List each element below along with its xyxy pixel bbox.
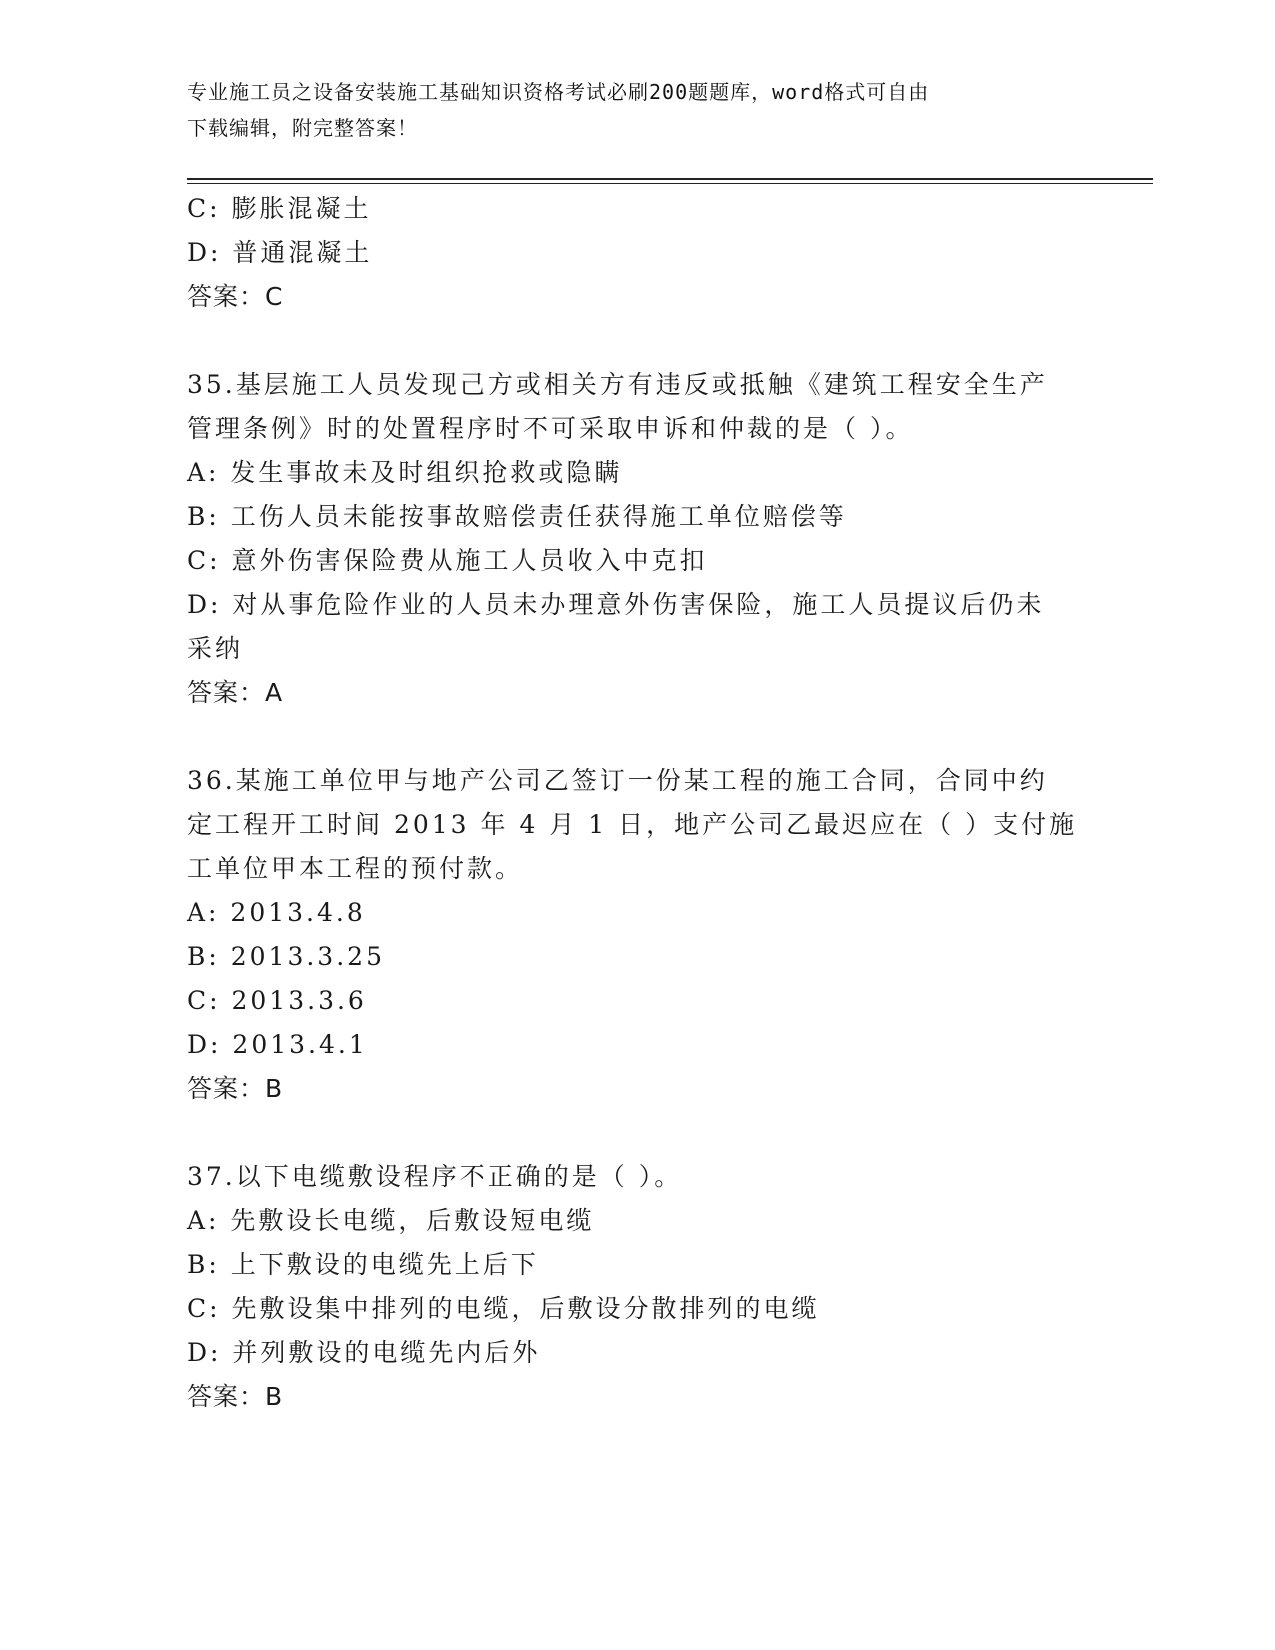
q35-option-b: B: 工伤人员未能按事故赔偿责任获得施工单位赔偿等 (187, 502, 847, 531)
q36-option-d: D: 2013.4.1 (187, 1030, 368, 1059)
q34-answer: 答案：C (187, 282, 284, 311)
q36-stem-line-1: 36.某施工单位甲与地产公司乙签订一份某工程的施工合同，合同中约 (187, 766, 1048, 795)
q37-option-d: D: 并列敷设的电缆先内后外 (187, 1338, 541, 1367)
document-header (187, 74, 1067, 146)
q37-option-b: B: 上下敷设的电缆先上后下 (187, 1250, 539, 1279)
q37-option-a: A: 先敷设长电缆，后敷设短电缆 (187, 1206, 595, 1235)
q36-option-b: B: 2013.3.25 (187, 942, 385, 971)
q34-option-d: D: 普通混凝土 (187, 238, 373, 267)
q37-option-c: C: 先敷设集中排列的电缆，后敷设分散排列的电缆 (187, 1294, 820, 1323)
q35-stem-line-1: 35.基层施工人员发现己方或相关方有违反或抵触《建筑工程安全生产 (187, 370, 1048, 399)
q35-stem-line-2: 管理条例》时的处置程序时不可采取申诉和仲裁的是（ ）。 (187, 414, 914, 443)
header-divider-thin (187, 183, 1153, 184)
header-line-2: 下载编辑，附完整答案！ (187, 116, 418, 140)
q37-stem-line-1: 37.以下电缆敷设程序不正确的是（ ）。 (187, 1162, 683, 1191)
q35-answer: 答案：A (187, 678, 284, 707)
header-divider-thick (187, 178, 1153, 180)
q35-option-d-line-2: 采纳 (187, 634, 244, 663)
q36-stem-line-2: 定工程开工时间 2013 年 4 月 1 日，地产公司乙最迟应在（ ）支付施 (187, 810, 1078, 839)
q35-option-c: C: 意外伤害保险费从施工人员收入中克扣 (187, 546, 708, 575)
q36-option-c: C: 2013.3.6 (187, 986, 367, 1015)
q37-answer: 答案：B (187, 1382, 284, 1411)
q35-option-a: A: 发生事故未及时组织抢救或隐瞒 (187, 458, 623, 487)
q36-stem-line-3: 工单位甲本工程的预付款。 (187, 854, 524, 883)
q35-option-d-line-1: D: 对从事危险作业的人员未办理意外伤害保险，施工人员提议后仍未 (187, 590, 1045, 619)
header-line-1: 专业施工员之设备安装施工基础知识资格考试必刷200题题库，word格式可自由 (187, 80, 930, 104)
q34-option-c: C: 膨胀混凝土 (187, 194, 372, 223)
q36-option-a: A: 2013.4.8 (187, 898, 366, 927)
q36-answer: 答案：B (187, 1074, 284, 1103)
